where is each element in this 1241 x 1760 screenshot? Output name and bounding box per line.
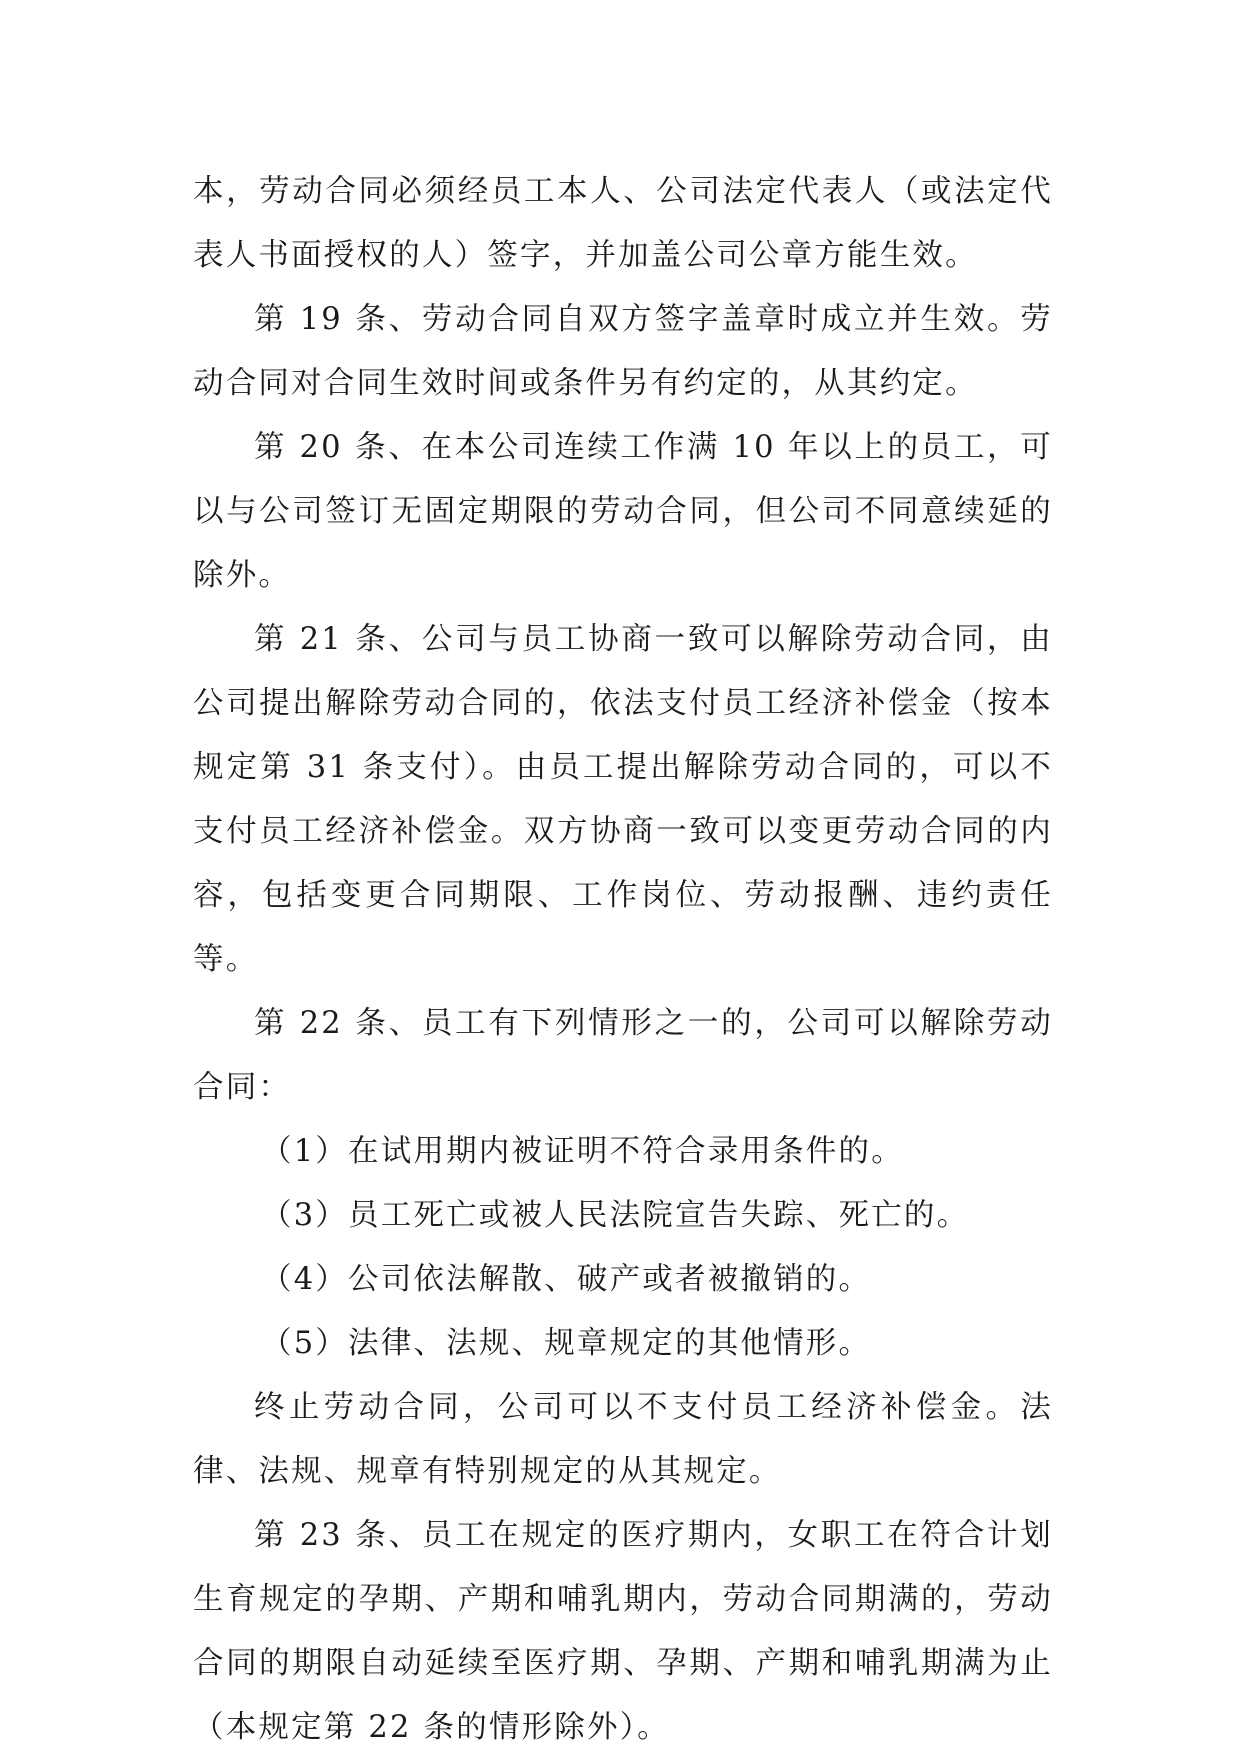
list-item: （3）员工死亡或被人民法院宣告失踪、死亡的。 — [261, 1198, 970, 1233]
article-19: 第 19 条、劳动合同自双方签字盖章时成立并生效。劳动合同对合同生效时间或条件另有约定的，从其约定。 — [193, 302, 1053, 401]
list-item: （4）公司依法解散、破产或者被撤销的。 — [261, 1262, 872, 1297]
paragraph-continuation: 本，劳动合同必须经员工本人、公司法定代表人（或法定代表人书面授权的人）签字，并加盖公司公章方能生效。 — [193, 174, 1053, 273]
list-item: （5）法律、法规、规章规定的其他情形。 — [261, 1326, 872, 1361]
termination-paragraph: 终止劳动合同，公司可以不支付员工经济补偿金。法律、法规、规章有特别规定的从其规定。 — [193, 1390, 1053, 1489]
article-20: 第 20 条、在本公司连续工作满 10 年以上的员工，可以与公司签订无固定期限的劳动合同，但公司不同意续延的除外。 — [193, 430, 1053, 593]
list-item: （1）在试用期内被证明不符合录用条件的。 — [261, 1134, 904, 1169]
article-22: 第 22 条、员工有下列情形之一的，公司可以解除劳动合同： — [193, 1006, 1053, 1105]
document-body — [193, 160, 1053, 1760]
article-23: 第 23 条、员工在规定的医疗期内，女职工在符合计划生育规定的孕期、产期和哺乳期内，劳动合同期满的，劳动合同的期限自动延续至医疗期、孕期、产期和哺乳期满为止（本规定第 22 条的情形除外）。 — [193, 1518, 1053, 1745]
article-21: 第 21 条、公司与员工协商一致可以解除劳动合同，由公司提出解除劳动合同的，依法支付员工经济补偿金（按本规定第 31 条支付）。由员工提出解除劳动合同的，可以不支付员工经济补偿金。双方协商一致可以变更劳动合同的内容，包括变更合同期限、工作岗位、劳动报酬、违约责任等。 — [193, 622, 1053, 977]
